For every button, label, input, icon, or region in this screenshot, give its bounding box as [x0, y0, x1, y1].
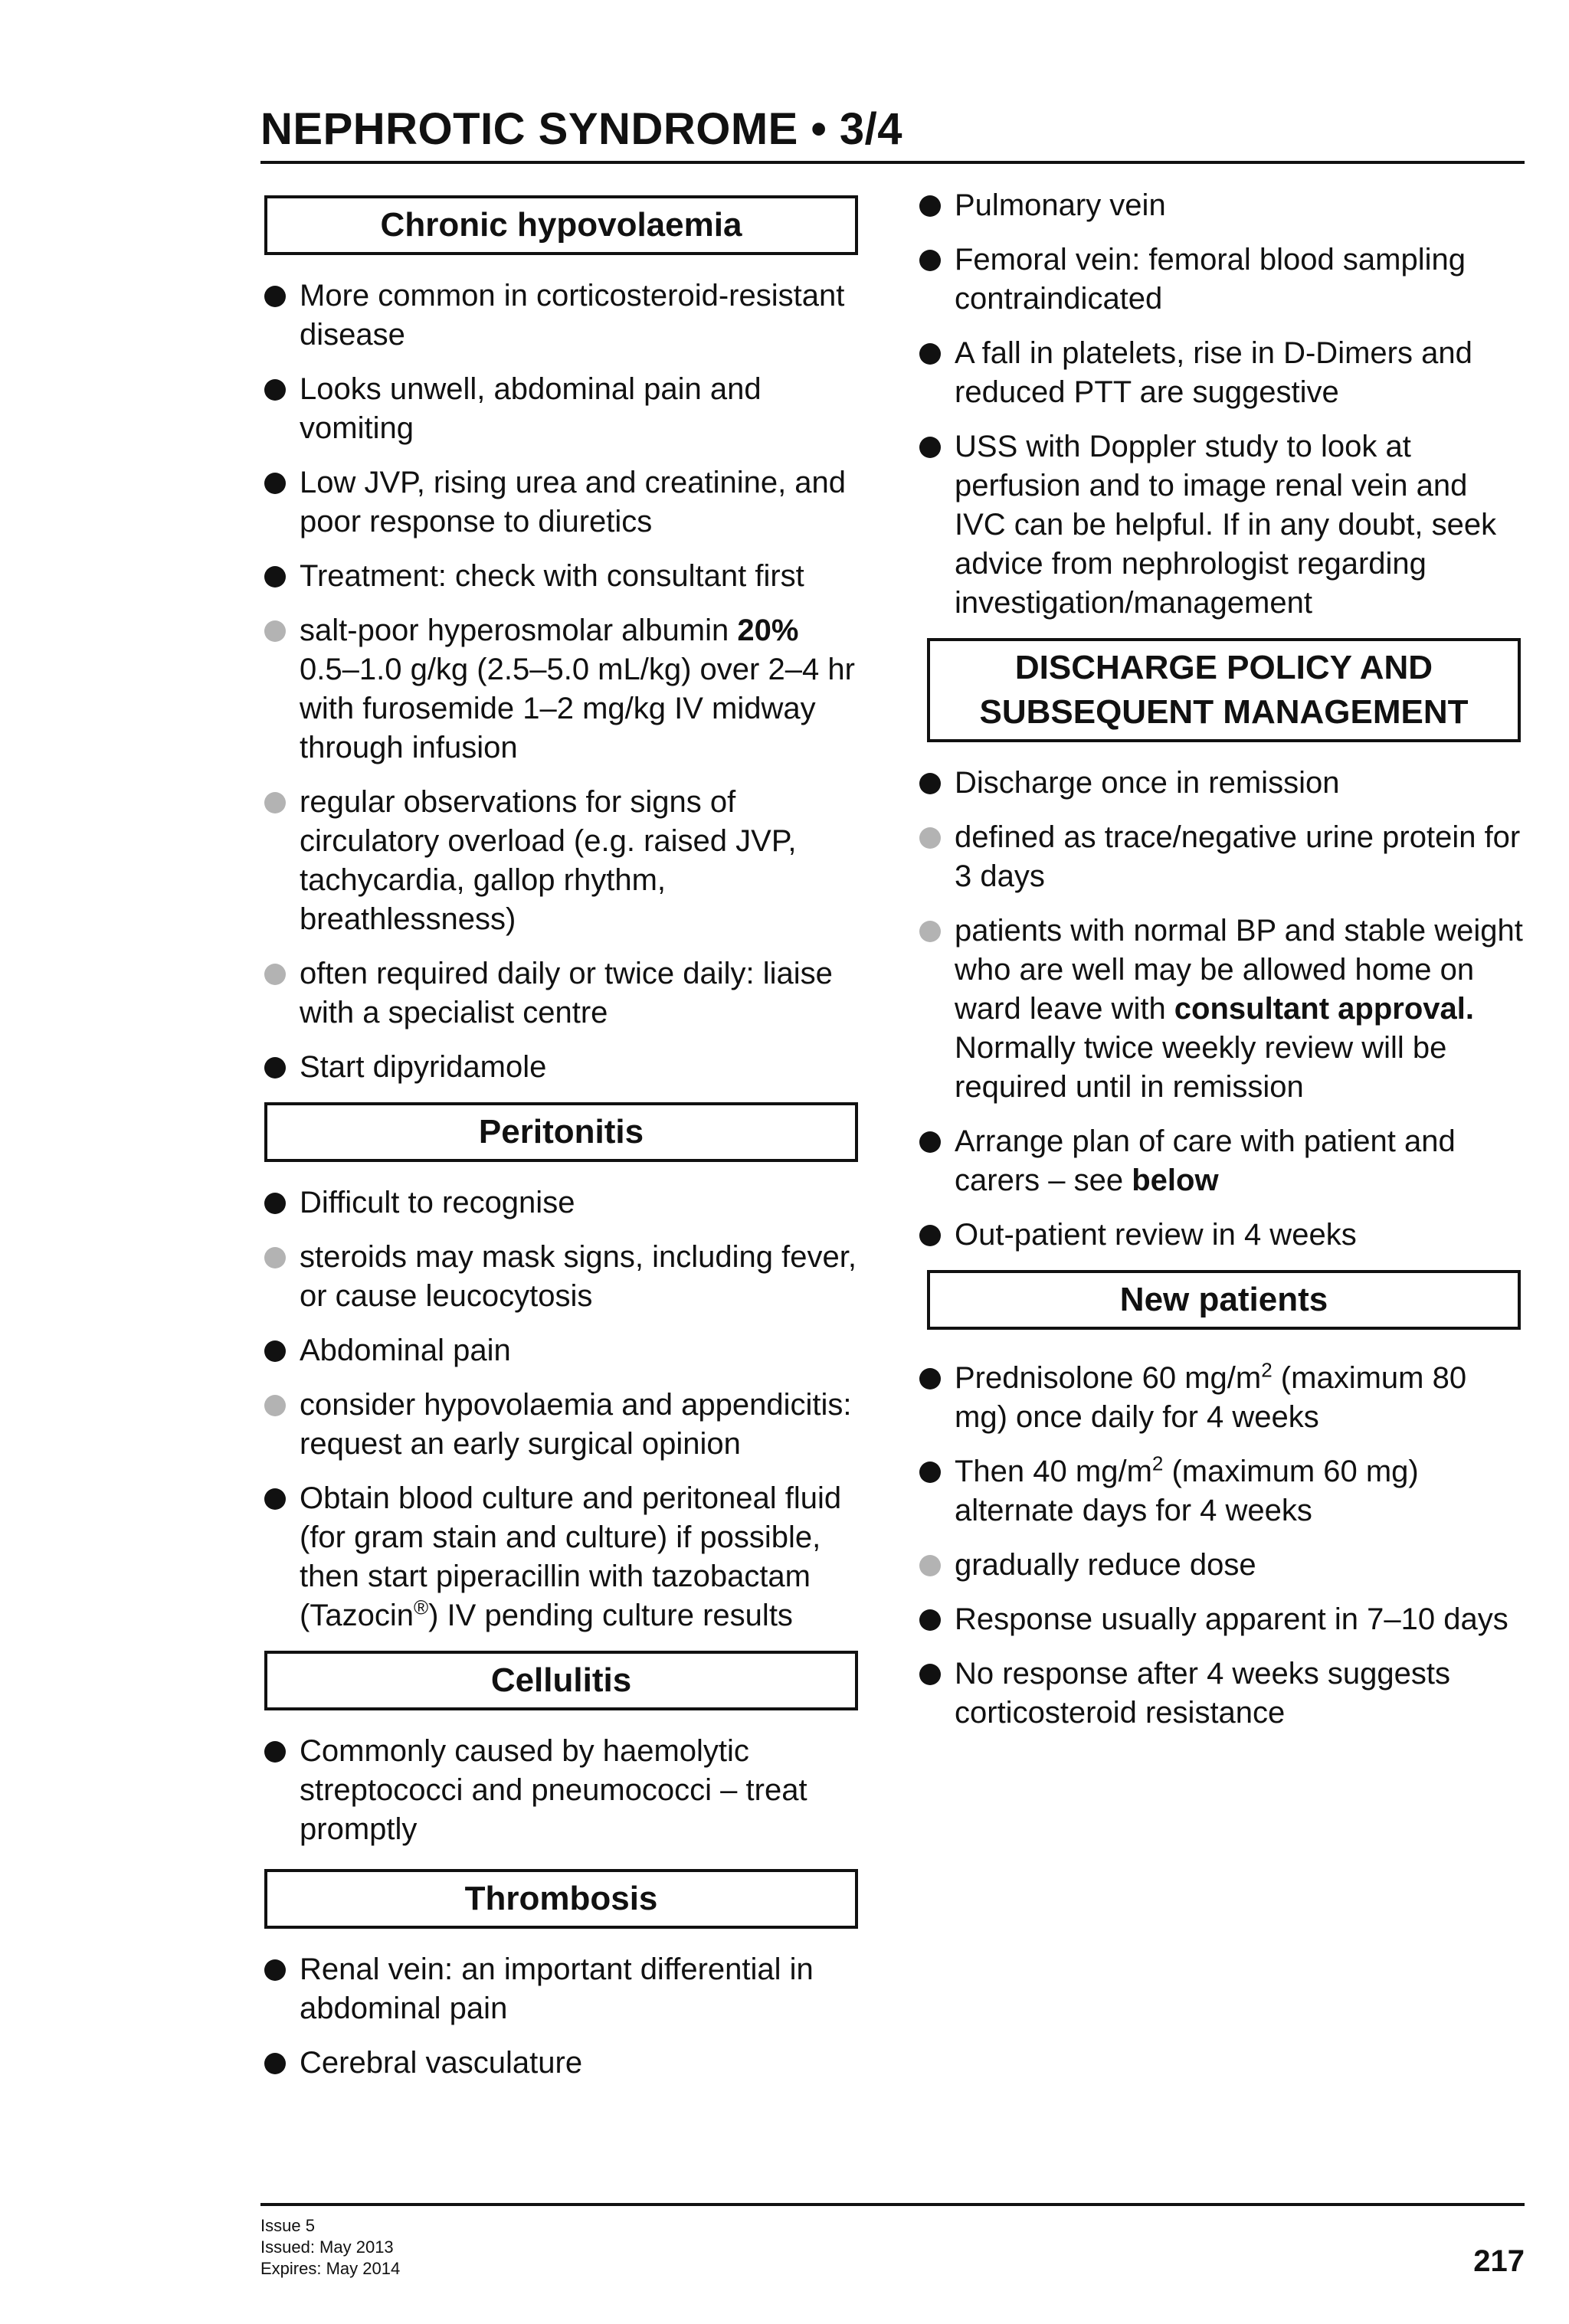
bullet-icon	[919, 1225, 941, 1246]
bullet-icon	[264, 2053, 286, 2074]
item-text: Pulmonary vein	[955, 188, 1166, 222]
issued-date: Issued: May 2013	[260, 2237, 394, 2257]
bullet-icon	[264, 1193, 286, 1214]
item-text-part: Normally twice weekly review will be required until in remission	[955, 1031, 1447, 1104]
bullet-icon	[264, 379, 286, 401]
item-text: Out-patient review in 4 weeks	[955, 1218, 1357, 1252]
item-text: Discharge once in remission	[955, 766, 1340, 800]
bullet-icon	[264, 473, 286, 494]
bullet-icon	[919, 1609, 941, 1631]
item-text: Renal vein: an important differential in abdominal pain	[300, 1952, 814, 2025]
sub-bullet-icon	[264, 620, 286, 642]
section-heading-discharge	[927, 638, 1521, 742]
item-text: gradually reduce dose	[955, 1548, 1256, 1582]
peritonitis-list	[264, 1183, 862, 1635]
registered-mark: ®	[413, 1596, 429, 1619]
bullet-icon	[264, 1959, 286, 1981]
list-item	[919, 1359, 1525, 1437]
list-item	[264, 1048, 862, 1087]
list-item	[919, 818, 1525, 896]
sub-bullet-icon	[919, 1555, 941, 1576]
bullet-icon	[919, 250, 941, 271]
sub-bullet-icon	[264, 1395, 286, 1416]
item-text-part: ) IV pending culture results	[428, 1599, 793, 1632]
list-item	[264, 557, 862, 596]
item-text: A fall in platelets, rise in D-Dimers and reduced PTT are suggestive	[955, 336, 1472, 409]
item-text: often required daily or twice daily: liaise with a specialist centre	[300, 957, 833, 1029]
issue-label: Issue 5	[260, 2216, 315, 2235]
bullet-icon	[264, 566, 286, 588]
list-item	[264, 783, 862, 939]
page-number: 217	[1473, 2244, 1525, 2278]
item-text-part: salt-poor hyperosmolar albumin	[300, 614, 738, 647]
item-text: regular observations for signs of circulatory overload (e.g. raised JVP, tachycardia, gallop rhythm, breathlessness)	[300, 785, 797, 936]
left-column	[264, 195, 862, 2098]
thrombosis-list	[264, 1950, 862, 2083]
item-text: Cerebral vasculature	[300, 2046, 583, 2080]
list-item	[919, 1122, 1525, 1200]
list-item	[264, 463, 862, 542]
section-heading-thrombosis: Thrombosis	[264, 1869, 858, 1929]
section-heading-peritonitis: Peritonitis	[264, 1102, 858, 1162]
new-patients-list	[919, 1359, 1525, 1733]
list-item	[919, 1655, 1525, 1733]
list-item	[919, 1452, 1525, 1530]
item-text: Response usually apparent in 7–10 days	[955, 1602, 1508, 1636]
item-text-part: Obtain blood culture and peritoneal fluid (for gram stain and culture) if possible, then start piperacillin with tazobactam (Tazocin	[300, 1481, 842, 1632]
superscript: 2	[1261, 1358, 1273, 1382]
sub-bullet-icon	[264, 792, 286, 813]
sub-bullet-icon	[264, 964, 286, 985]
page-title: NEPHROTIC SYNDROME • 3/4	[260, 104, 902, 154]
list-item	[919, 334, 1525, 412]
bullet-icon	[919, 1664, 941, 1685]
item-text: USS with Doppler study to look at perfusion and to image renal vein and IVC can be helpful. If in any doubt, seek advice from nephrologist regarding investigation/management	[955, 430, 1497, 620]
list-item	[264, 611, 862, 768]
item-text: More common in corticosteroid-resistant disease	[300, 279, 845, 352]
bullet-icon	[919, 437, 941, 458]
chronic-hypovolaemia-list	[264, 277, 862, 1087]
bullet-icon	[264, 1057, 286, 1079]
item-text-part: Arrange plan of care with patient and carers – see	[955, 1124, 1456, 1197]
list-item	[264, 1331, 862, 1370]
section-heading-new-patients: New patients	[927, 1270, 1521, 1330]
item-text-bold: 20%	[737, 614, 799, 647]
expires-date: Expires: May 2014	[260, 2259, 401, 2278]
bullet-icon	[919, 1462, 941, 1483]
superscript: 2	[1151, 1452, 1164, 1475]
list-item	[264, 1479, 862, 1635]
list-item	[919, 1600, 1525, 1639]
item-text-part: 0.5–1.0 g/kg (2.5–5.0 mL/kg) over 2–4 hr with furosemide 1–2 mg/kg IV midway through infusion	[300, 653, 855, 764]
bullet-icon	[919, 1368, 941, 1389]
list-item	[919, 1546, 1525, 1585]
list-item	[919, 427, 1525, 623]
list-item	[264, 1950, 862, 2028]
list-item	[264, 2044, 862, 2083]
discharge-list	[919, 764, 1525, 1255]
item-text: defined as trace/negative urine protein for 3 days	[955, 820, 1521, 893]
list-item	[919, 1216, 1525, 1255]
list-item	[264, 370, 862, 448]
discharge-heading-line1: DISCHARGE POLICY AND	[1014, 649, 1433, 686]
footer-rule	[260, 2203, 1525, 2206]
cellulitis-list	[264, 1732, 862, 1849]
list-item	[264, 277, 862, 355]
item-text-part: (maximum 60 mg) alternate days for 4 weeks	[955, 1455, 1419, 1527]
discharge-heading-line2: SUBSEQUENT MANAGEMENT	[979, 693, 1469, 731]
item-text-bold: consultant approval.	[1174, 992, 1474, 1026]
bullet-icon	[919, 1131, 941, 1153]
bullet-icon	[264, 1340, 286, 1362]
list-item	[919, 241, 1525, 319]
header-rule	[260, 161, 1525, 164]
bullet-icon	[264, 1488, 286, 1510]
list-item	[919, 186, 1525, 225]
list-item	[264, 954, 862, 1033]
item-text: Looks unwell, abdominal pain and vomiting	[300, 372, 762, 445]
item-text: steroids may mask signs, including fever, or cause leucocytosis	[300, 1240, 857, 1313]
item-text-part: patients with normal BP and stable weight who are well may be allowed home on ward leave with	[955, 914, 1523, 1026]
list-item	[264, 1238, 862, 1316]
item-text: Commonly caused by haemolytic streptococci and pneumococci – treat promptly	[300, 1734, 807, 1846]
section-heading-chronic-hypovolaemia: Chronic hypovolaemia	[264, 195, 858, 255]
item-text: consider hypovolaemia and appendicitis: request an early surgical opinion	[300, 1388, 852, 1461]
item-text: Abdominal pain	[300, 1334, 511, 1367]
section-heading-cellulitis: Cellulitis	[264, 1651, 858, 1710]
list-item	[919, 764, 1525, 803]
item-text: Difficult to recognise	[300, 1186, 575, 1219]
item-text-part: Then 40 mg/m	[955, 1455, 1152, 1488]
item-text: No response after 4 weeks suggests corticosteroid resistance	[955, 1657, 1451, 1730]
right-column	[919, 186, 1525, 1748]
list-item	[264, 1183, 862, 1223]
bullet-icon	[919, 343, 941, 365]
item-text: Start dipyridamole	[300, 1050, 547, 1084]
item-text: Treatment: check with consultant first	[300, 559, 804, 593]
item-text: Femoral vein: femoral blood sampling contraindicated	[955, 243, 1466, 316]
sub-bullet-icon	[919, 921, 941, 942]
list-item	[264, 1386, 862, 1464]
list-item	[919, 912, 1525, 1107]
thrombosis-continued-list	[919, 186, 1525, 623]
sub-bullet-icon	[264, 1247, 286, 1268]
bullet-icon	[919, 773, 941, 794]
list-item	[264, 1732, 862, 1849]
item-text-bold: below	[1132, 1164, 1219, 1197]
bullet-icon	[264, 286, 286, 307]
item-text-part: Prednisolone 60 mg/m	[955, 1361, 1262, 1395]
item-text: Low JVP, rising urea and creatinine, and poor response to diuretics	[300, 466, 847, 538]
item-text-part: (maximum 80 mg) once daily for 4 weeks	[955, 1361, 1467, 1434]
sub-bullet-icon	[919, 827, 941, 849]
bullet-icon	[264, 1741, 286, 1763]
bullet-icon	[919, 195, 941, 217]
footer-meta	[260, 2215, 400, 2280]
